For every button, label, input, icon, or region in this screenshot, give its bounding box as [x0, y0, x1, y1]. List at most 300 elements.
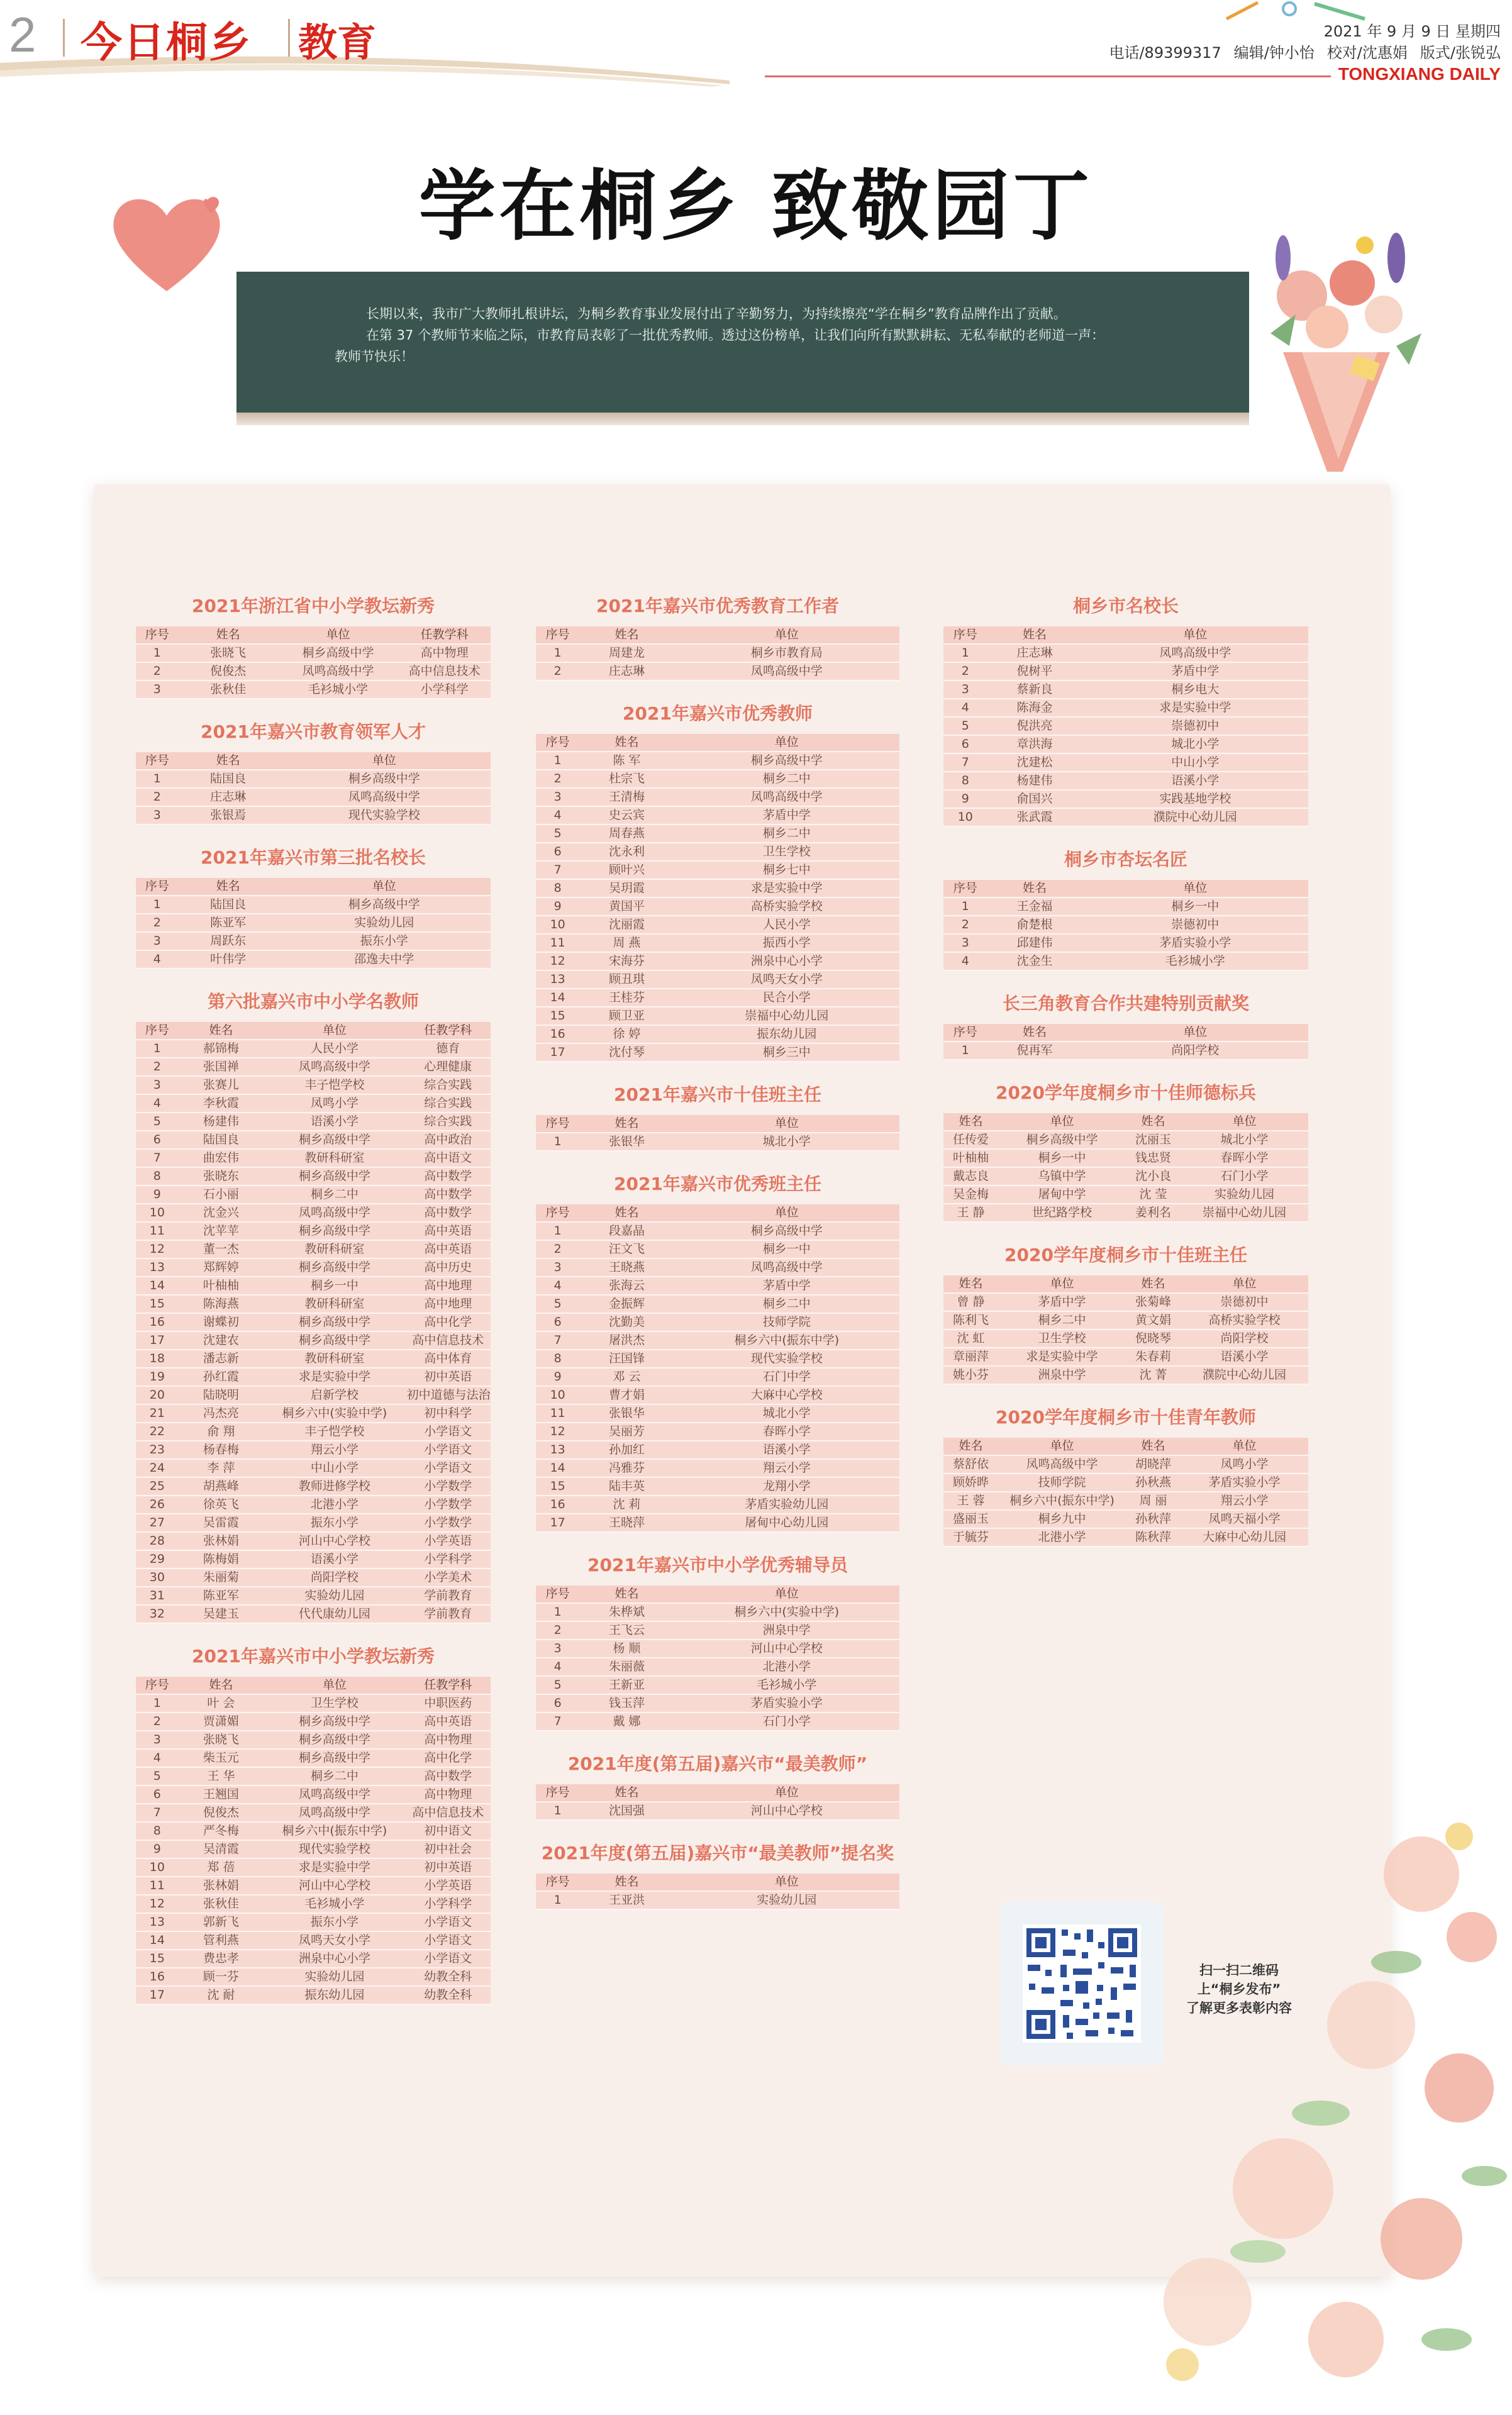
table-cell: 1: [536, 1222, 579, 1240]
table-cell: 严冬梅: [179, 1822, 264, 1840]
table-cell: 中职医药: [406, 1694, 491, 1713]
table-cell: 初中语文: [406, 1822, 491, 1840]
table-row: [943, 1348, 1308, 1366]
table-cell: 9: [136, 1185, 179, 1204]
table-row: [536, 1640, 899, 1658]
table-cell: 1: [536, 752, 579, 770]
table-cell: 周 丽: [1126, 1492, 1181, 1510]
table-row: [536, 1277, 899, 1295]
table-cell: 实验幼儿园: [1181, 1185, 1308, 1204]
table-cell: 11: [536, 934, 579, 952]
table-cell: 陆国良: [179, 1131, 264, 1149]
table-cell: 3: [136, 680, 179, 699]
honor-table: [136, 752, 491, 825]
table-header-row: [136, 626, 491, 644]
intro-text: 教师节快乐！: [335, 349, 414, 364]
table-cell: 屠甸中心幼儿园: [674, 1514, 899, 1532]
table-cell: 凤鸣小学: [264, 1094, 406, 1113]
table-cell: 倪俊杰: [179, 1804, 264, 1822]
table-cell: 2: [536, 1240, 579, 1258]
section-title: 2021年度(第五届)嘉兴市“最美教师”提名奖: [541, 1843, 894, 1863]
table-cell: 求是实验中学: [264, 1368, 406, 1386]
table-cell: 幼教全科: [406, 1986, 491, 2004]
table-cell: 王金福: [987, 897, 1082, 916]
table-cell: 顾丑琪: [579, 970, 674, 989]
table-cell: 朱桦斌: [579, 1603, 674, 1621]
column-header: 序号: [536, 734, 579, 752]
table-cell: 倪俊杰: [179, 662, 278, 680]
table-cell: 2: [136, 1713, 179, 1731]
table-cell: 凤鸣高级中学: [264, 1785, 406, 1804]
table-cell: 民合小学: [674, 989, 899, 1007]
table-cell: 7: [536, 1331, 579, 1350]
table-cell: 桐乡六中(实验中学): [264, 1404, 406, 1423]
intro-text: 长期以来，我市广大教师扎根讲坛，为桐乡教育事业发展付出了辛勤努力，为持续擦亮“学在桐乡”教育品牌作出了贡献。: [366, 306, 1067, 321]
table-cell: 13: [536, 970, 579, 989]
table-cell: 幼教全科: [406, 1968, 491, 1986]
divider: [288, 19, 290, 57]
table-cell: 教研科研室: [264, 1295, 406, 1313]
table-cell: 桐乡高级中学: [278, 896, 491, 914]
table-cell: 语溪小学: [264, 1550, 406, 1568]
table-cell: 高中政治: [406, 1131, 491, 1149]
table-row: [136, 1840, 491, 1858]
table-row: [536, 1404, 899, 1423]
table-row: [943, 1474, 1308, 1492]
column-header: 单位: [998, 1113, 1126, 1131]
table-row: [136, 1968, 491, 1986]
column-header: 序号: [536, 1784, 579, 1802]
table-cell: 孙加红: [579, 1441, 674, 1459]
table-cell: 河山中心学校: [264, 1532, 406, 1550]
table-cell: 凤鸣高级中学: [278, 662, 399, 680]
table-row: [943, 644, 1308, 662]
table-row: [943, 753, 1308, 772]
table-cell: 17: [536, 1043, 579, 1062]
table-cell: 周跃东: [179, 932, 278, 950]
table-cell: 实验幼儿园: [278, 914, 491, 932]
table-cell: 郝锦梅: [179, 1040, 264, 1058]
table-cell: 6: [943, 735, 987, 753]
honor-table: [536, 1204, 899, 1533]
table-cell: 桐乡高级中学: [264, 1313, 406, 1331]
qr-caption-line: 上“桐乡发布”: [1197, 1982, 1281, 1997]
table-cell: 3: [536, 1640, 579, 1658]
table-row: [136, 1496, 491, 1514]
table-cell: 吴建玉: [179, 1605, 264, 1623]
table-cell: 陈海燕: [179, 1295, 264, 1313]
column-header: 姓名: [179, 752, 278, 770]
table-cell: 高桥实验学校: [674, 897, 899, 916]
table-cell: 求是实验中学: [674, 879, 899, 897]
table-cell: 小学英语: [406, 1532, 491, 1550]
table-cell: 桐乡二中: [264, 1767, 406, 1785]
table-cell: 任传爱: [943, 1131, 998, 1149]
table-row: [943, 699, 1308, 717]
newspaper-logo: 今日桐乡: [81, 18, 252, 67]
section-title: 长三角教育合作共建特别贡献奖: [1002, 993, 1249, 1014]
column-header: 单位: [278, 626, 399, 644]
table-cell: 崇福中心幼儿园: [674, 1007, 899, 1025]
table-cell: 桐乡二中: [674, 770, 899, 788]
table-cell: 4: [536, 806, 579, 824]
table-row: [136, 1568, 491, 1587]
table-cell: 徐英飞: [179, 1496, 264, 1514]
table-cell: 2: [536, 1621, 579, 1640]
table-cell: 董一杰: [179, 1240, 264, 1258]
heart-icon: [101, 181, 233, 301]
table-cell: 李 萍: [179, 1459, 264, 1477]
honor-table: [136, 878, 491, 969]
table-row: [536, 970, 899, 989]
column-header: 单位: [278, 878, 491, 896]
table-cell: 张林娟: [179, 1532, 264, 1550]
column-header: 姓名: [1126, 1113, 1181, 1131]
table-cell: 2: [536, 770, 579, 788]
table-cell: 小学语文: [406, 1423, 491, 1441]
table-cell: 初中科学: [406, 1404, 491, 1423]
table-cell: 茅盾中学: [674, 1277, 899, 1295]
table-cell: 桐乡七中: [674, 861, 899, 879]
table-cell: 沈金生: [987, 952, 1082, 970]
table-cell: 3: [136, 932, 179, 950]
table-row: [943, 934, 1308, 952]
table-row: [536, 788, 899, 806]
table-cell: 叶柚柚: [179, 1277, 264, 1295]
table-cell: 河山中心学校: [674, 1640, 899, 1658]
table-cell: 代代康幼儿园: [264, 1605, 406, 1623]
honor-section: [943, 990, 1308, 1060]
table-cell: 2: [136, 788, 179, 806]
table-row: [136, 1713, 491, 1731]
table-cell: 吴清霞: [179, 1840, 264, 1858]
table-cell: 蔡舒依: [943, 1455, 998, 1474]
table-cell: 陆晓明: [179, 1386, 264, 1404]
section-title: 2021年嘉兴市优秀班主任: [614, 1174, 821, 1194]
table-cell: 28: [136, 1532, 179, 1550]
column-header: 单位: [1082, 626, 1308, 644]
column-header: 姓名: [179, 1022, 264, 1040]
table-cell: 高中信息技术: [406, 1331, 491, 1350]
table-cell: 陈利飞: [943, 1311, 998, 1330]
table-row: [136, 1368, 491, 1386]
table-cell: 26: [136, 1496, 179, 1514]
table-cell: 高中信息技术: [398, 662, 491, 680]
table-cell: 语溪小学: [674, 1441, 899, 1459]
table-row: [536, 1025, 899, 1043]
table-cell: 凤鸣天福小学: [1181, 1510, 1308, 1528]
contact-phone: 电话/89399317: [1109, 44, 1221, 62]
table-cell: 3: [943, 680, 987, 699]
table-cell: 史云宾: [579, 806, 674, 824]
table-cell: 贾潇媚: [179, 1713, 264, 1731]
table-row: [536, 1043, 899, 1062]
table-cell: 沈丽玉: [1126, 1131, 1181, 1149]
table-cell: 17: [536, 1514, 579, 1532]
table-header-row: [536, 1115, 899, 1133]
table-cell: 茅盾实验幼儿园: [674, 1496, 899, 1514]
table-cell: 张林娟: [179, 1877, 264, 1895]
table-row: [136, 1185, 491, 1204]
table-cell: 沈 虹: [943, 1330, 998, 1348]
table-cell: 1: [943, 897, 987, 916]
column-header: 单位: [1181, 1438, 1308, 1455]
table-cell: 凤鸣天女小学: [674, 970, 899, 989]
honor-section: [136, 988, 491, 1624]
table-row: [536, 1514, 899, 1532]
table-cell: 现代实验学校: [674, 1350, 899, 1368]
table-row: [943, 1330, 1308, 1348]
table-row: [136, 1040, 491, 1058]
table-cell: 汪文飞: [579, 1240, 674, 1258]
table-cell: 龙翔小学: [674, 1477, 899, 1496]
table-header-row: [943, 880, 1308, 897]
table-cell: 17: [136, 1986, 179, 2004]
table-cell: 11: [136, 1877, 179, 1895]
table-cell: 高中英语: [406, 1222, 491, 1240]
table-row: [536, 1007, 899, 1025]
table-cell: 沈 莹: [1126, 1185, 1181, 1204]
table-cell: 小学美术: [406, 1568, 491, 1587]
table-cell: 高中数学: [406, 1167, 491, 1185]
table-cell: 茅盾实验小学: [1082, 934, 1308, 952]
table-row: [136, 1767, 491, 1785]
masthead: [0, 0, 1512, 101]
table-cell: 14: [136, 1931, 179, 1950]
table-cell: 3: [136, 806, 179, 824]
table-cell: 高中信息技术: [406, 1804, 491, 1822]
table-cell: 小学科学: [406, 1895, 491, 1913]
page-number: 2: [9, 7, 36, 62]
table-cell: 1: [136, 1040, 179, 1058]
table-cell: 洲泉中心小学: [264, 1950, 406, 1968]
table-cell: 2: [136, 662, 179, 680]
table-cell: 1: [536, 644, 579, 662]
table-cell: 现代实验学校: [278, 806, 491, 824]
table-cell: 叶伟学: [179, 950, 278, 969]
table-cell: 22: [136, 1423, 179, 1441]
column-header: 单位: [674, 1204, 899, 1222]
table-cell: 王 蓉: [943, 1492, 998, 1510]
honor-table: [136, 626, 491, 699]
table-cell: 茅盾实验小学: [674, 1694, 899, 1713]
table-cell: 实验幼儿园: [264, 1587, 406, 1605]
table-row: [943, 790, 1308, 808]
table-cell: 9: [536, 897, 579, 916]
table-cell: 桐乡二中: [264, 1185, 406, 1204]
table-row: [943, 1204, 1308, 1222]
table-cell: 5: [536, 1676, 579, 1694]
table-cell: 求是实验中学: [1082, 699, 1308, 717]
table-cell: 毛衫城小学: [278, 680, 399, 699]
table-cell: 8: [536, 879, 579, 897]
table-cell: 桐乡高级中学: [264, 1731, 406, 1749]
table-cell: 王桂芬: [579, 989, 674, 1007]
honor-table: [136, 1677, 491, 2005]
table-cell: 桐乡一中: [998, 1149, 1126, 1167]
qr-code-icon[interactable]: [1023, 1924, 1141, 2043]
table-cell: 张银焉: [179, 806, 278, 824]
table-row: [136, 680, 491, 699]
table-cell: 大麻中心学校: [674, 1386, 899, 1404]
table-cell: 32: [136, 1605, 179, 1623]
honor-table: [536, 734, 899, 1062]
table-row: [943, 772, 1308, 790]
table-cell: 凤鸣高级中学: [264, 1804, 406, 1822]
table-cell: 俞国兴: [987, 790, 1082, 808]
table-cell: 3: [136, 1731, 179, 1749]
table-cell: 凤鸣高级中学: [264, 1058, 406, 1076]
table-cell: 31: [136, 1587, 179, 1605]
table-cell: 初中英语: [406, 1858, 491, 1877]
table-cell: 振东小学: [278, 932, 491, 950]
table-cell: 翔云小学: [264, 1441, 406, 1459]
table-cell: 德育: [406, 1040, 491, 1058]
table-cell: 叶柚柚: [943, 1149, 998, 1167]
table-cell: 崇德初中: [1082, 916, 1308, 934]
table-cell: 管利燕: [179, 1931, 264, 1950]
table-cell: 2: [136, 1058, 179, 1076]
table-cell: 凤鸣高级中学: [1082, 644, 1308, 662]
table-cell: 3: [536, 1258, 579, 1277]
table-cell: 城北小学: [1082, 735, 1308, 753]
table-cell: 10: [136, 1858, 179, 1877]
table-cell: 丰子恺学校: [264, 1076, 406, 1094]
table-cell: 19: [136, 1368, 179, 1386]
table-row: [536, 1496, 899, 1514]
table-cell: 教研科研室: [264, 1350, 406, 1368]
table-cell: 教研科研室: [264, 1240, 406, 1258]
table-cell: 张银华: [579, 1133, 674, 1151]
column-header: 姓名: [579, 626, 674, 644]
table-cell: 戴志良: [943, 1167, 998, 1185]
table-cell: 朱丽薇: [579, 1658, 674, 1676]
honor-section: [943, 1404, 1308, 1547]
table-cell: 郑辉婷: [179, 1258, 264, 1277]
table-cell: 1: [136, 896, 179, 914]
table-cell: 2: [943, 662, 987, 680]
table-cell: 1: [136, 644, 179, 662]
section-title: 2021年浙江省中小学教坛新秀: [192, 596, 435, 616]
table-cell: 30: [136, 1568, 179, 1587]
table-row: [136, 1167, 491, 1185]
table-cell: 实践基地学校: [1082, 790, 1308, 808]
table-row: [536, 1222, 899, 1240]
honor-table: [536, 1784, 899, 1821]
table-row: [943, 1149, 1308, 1167]
table-row: [536, 1350, 899, 1368]
table-row: [136, 896, 491, 914]
table-cell: 17: [136, 1331, 179, 1350]
table-cell: 桐乡二中: [674, 824, 899, 843]
table-cell: 沈付琴: [579, 1043, 674, 1062]
table-row: [536, 1891, 899, 1909]
table-cell: 4: [536, 1658, 579, 1676]
table-cell: 张国禅: [179, 1058, 264, 1076]
honor-table: [536, 626, 899, 681]
table-cell: 桐乡二中: [998, 1311, 1126, 1330]
column-header: 序号: [536, 1874, 579, 1891]
table-cell: 14: [536, 1459, 579, 1477]
table-cell: 小学语文: [406, 1950, 491, 1968]
table-cell: 河山中心学校: [264, 1877, 406, 1895]
table-header-row: [943, 1438, 1308, 1455]
honor-section: [536, 592, 899, 681]
table-cell: 技师学院: [998, 1474, 1126, 1492]
section-title: 2020学年度桐乡市十佳班主任: [1004, 1245, 1247, 1265]
table-cell: 语溪小学: [264, 1113, 406, 1131]
table-cell: 李秋霞: [179, 1094, 264, 1113]
table-cell: 桐乡高级中学: [264, 1222, 406, 1240]
table-row: [136, 1331, 491, 1350]
table-cell: 5: [943, 717, 987, 735]
honor-column-right: [943, 592, 1308, 1566]
column-header: 序号: [943, 626, 987, 644]
table-row: [536, 644, 899, 662]
table-cell: 曹才娟: [579, 1386, 674, 1404]
table-cell: 孙秋萍: [1126, 1510, 1181, 1528]
honor-section: [136, 592, 491, 699]
table-cell: 盛丽玉: [943, 1510, 998, 1528]
header-rule: [765, 75, 1331, 77]
editor-contacts: [1096, 40, 1501, 62]
column-header: 姓名: [579, 1585, 674, 1603]
table-row: [536, 1295, 899, 1313]
table-cell: 求是实验中学: [264, 1858, 406, 1877]
table-cell: 高中英语: [406, 1240, 491, 1258]
table-row: [943, 680, 1308, 699]
table-cell: 15: [536, 1007, 579, 1025]
table-cell: 3: [536, 788, 579, 806]
table-cell: 王晓萍: [579, 1514, 674, 1532]
table-cell: 沈金兴: [179, 1204, 264, 1222]
table-header-row: [943, 626, 1308, 644]
table-row: [536, 1621, 899, 1640]
table-cell: 朱春莉: [1126, 1348, 1181, 1366]
table-cell: 倪洪亮: [987, 717, 1082, 735]
table-cell: 沈苹苹: [179, 1222, 264, 1240]
column-header: 序号: [943, 1024, 987, 1041]
table-row: [536, 1713, 899, 1731]
table-cell: 2: [536, 662, 579, 680]
table-row: [536, 752, 899, 770]
table-cell: 城北小学: [674, 1404, 899, 1423]
table-header-row: [536, 1585, 899, 1603]
table-cell: 桐乡九中: [998, 1510, 1126, 1528]
column-header: 单位: [1082, 1024, 1308, 1041]
table-cell: 倪晓琴: [1126, 1330, 1181, 1348]
column-header: 单位: [1082, 880, 1308, 897]
table-cell: 9: [943, 790, 987, 808]
intro-text: 在第 37 个教师节来临之际，市教育局表彰了一批优秀教师。透过这份榜单，让我们向所有默默耕耘、无私奉献的老师道一声：: [366, 328, 1105, 343]
table-cell: 姜利名: [1126, 1204, 1181, 1222]
table-row: [943, 1293, 1308, 1311]
table-header-row: [136, 1022, 491, 1040]
table-row: [943, 662, 1308, 680]
table-cell: 邱建伟: [987, 934, 1082, 952]
table-cell: 曾 静: [943, 1293, 998, 1311]
table-cell: 8: [536, 1350, 579, 1368]
table-row: [943, 1041, 1308, 1060]
table-cell: 北港小学: [998, 1528, 1126, 1546]
table-cell: 周 燕: [579, 934, 674, 952]
table-cell: 13: [536, 1441, 579, 1459]
table-cell: 章洪海: [987, 735, 1082, 753]
table-row: [136, 1423, 491, 1441]
table-cell: 语溪小学: [1181, 1348, 1308, 1366]
table-row: [136, 1514, 491, 1532]
column-header: 姓名: [579, 1115, 674, 1133]
